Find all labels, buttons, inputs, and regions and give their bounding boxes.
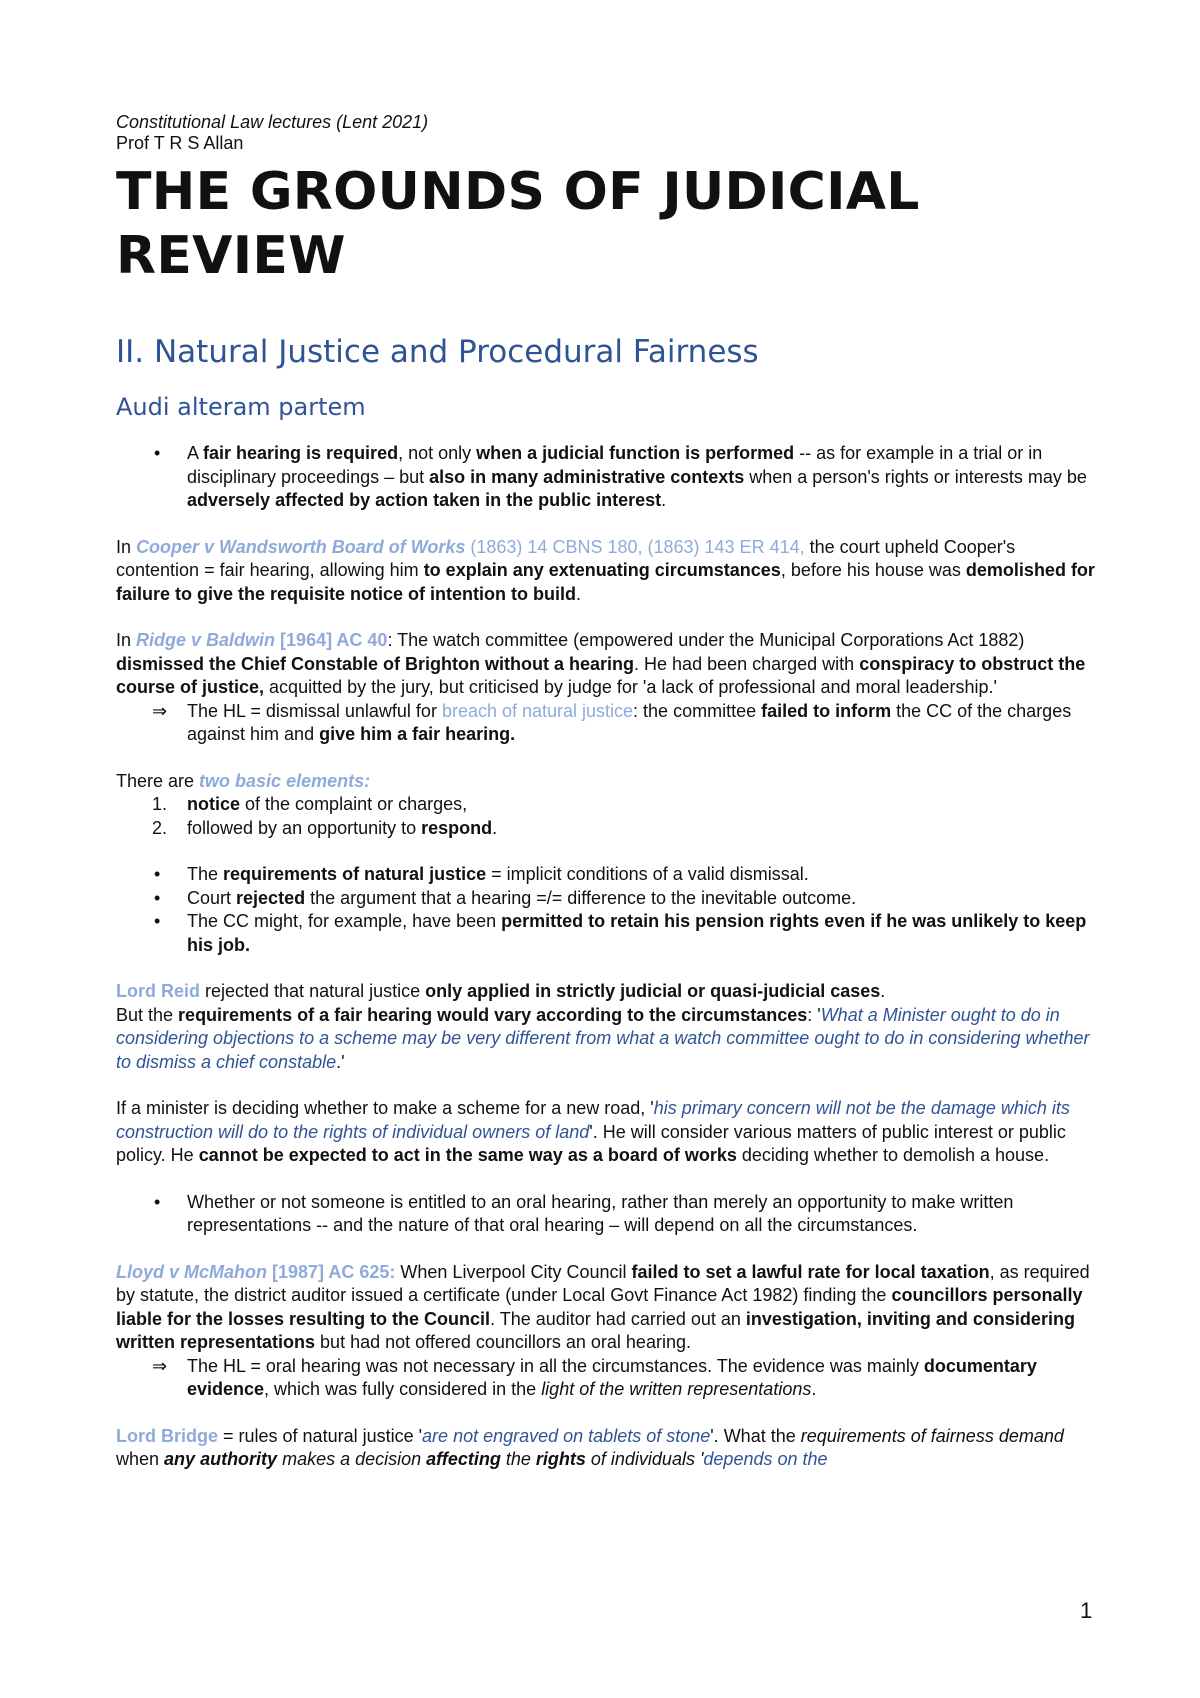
ridge-paragraph: In Ridge v Baldwin [1964] AC 40: The watch committee (empowered under the Municipal Corporations Act 1882) dismissed the Chief Constable of Brighton without a hearing. He had been charged with conspiracy to obstruct the course of justice, acquitted by the jury, but criticised by judge for 'a lack of professional and moral leadership.' <box>116 630 1086 697</box>
lloyd-arrow-list <box>116 1355 1096 1402</box>
cooper-paragraph: In Cooper v Wandsworth Board of Works (1863) 14 CBNS 180, (1863) 143 ER 414, the court upheld Cooper's contention = fair hearing, allowing him to explain any extenuating circumstances, before his house was demolished for failure to give the requisite notice of intention to build. <box>116 536 1095 604</box>
document-page <box>116 112 1096 1472</box>
list-item: • Whether or not someone is entitled to an oral hearing, rather than merely an opportunity to make written representations -- and the nature of that oral hearing – will depend on all the circumstances. <box>116 1191 1096 1238</box>
elements-list <box>116 793 1096 840</box>
oral-bullets <box>116 1191 1096 1238</box>
arrow-icon: ⇒ <box>152 1355 168 1376</box>
list-item: 2. followed by an opportunity to respond. <box>152 817 498 838</box>
arrow-icon: ⇒ <box>152 700 168 721</box>
page-title: THE GROUNDS OF JUDICIAL REVIEW <box>116 162 920 286</box>
author-line: Prof T R S Allan <box>116 133 244 153</box>
elements-intro: There are two basic elements: <box>116 770 371 791</box>
list-item: ⇒ The HL = oral hearing was not necessary in all the circumstances. The evidence was mainly documentary evidence, which was fully considered in the light of the written representations. <box>152 1355 1037 1399</box>
list-item: • The requirements of natural justice = implicit conditions of a valid dismissal. <box>116 863 1096 887</box>
reid-paragraph: Lord Reid rejected that natural justice only applied in strictly judicial or quasi-judicial cases. But the requirements of a fair hearing would vary according to the circumstances: 'What a Minister ought to do in considering objections to a scheme may be very different from what a watch committee ought to do in considering whether to dismiss a chief constable.' <box>116 981 1090 1072</box>
bridge-paragraph: Lord Bridge = rules of natural justice 'are not engraved on tablets of stone'. What the requirements of fairness demand when any authority makes a decision affecting the rights of individuals 'depends on the <box>116 1425 1064 1469</box>
minister-paragraph: If a minister is deciding whether to make a scheme for a new road, 'his primary concern will not be the damage which its construction will do to the rights of individual owners of land'. He will consider various matters of public interest or public policy. He cannot be expected to act in the same way as a board of works deciding whether to demolish a house. <box>116 1098 1070 1165</box>
list-item: • A fair hearing is required, not only when a judicial function is performed -- as for example in a trial or in disciplinary proceedings – but also in many administrative contexts when a person's rights or interests may be adversely affected by action taken in the public interest. <box>116 442 1096 513</box>
ridge-arrow-list <box>116 700 1096 747</box>
list-item: • The CC might, for example, have been permitted to retain his pension rights even if he was unlikely to keep his job. <box>116 910 1096 957</box>
subsection-heading: Audi alteram partem <box>116 393 366 421</box>
list-item: • Court rejected the argument that a hearing =/= difference to the inevitable outcome. <box>116 887 1096 911</box>
intro-bullets <box>116 442 1096 513</box>
course-line: Constitutional Law lectures (Lent 2021) <box>116 112 429 132</box>
list-item: 1. notice of the complaint or charges, <box>152 794 468 814</box>
section-heading: II. Natural Justice and Procedural Fairness <box>116 334 759 370</box>
page-number: 1 <box>1080 1598 1093 1623</box>
lloyd-paragraph: Lloyd v McMahon [1987] AC 625: When Liverpool City Council failed to set a lawful rate for local taxation, as required by statute, the district auditor issued a certificate (under Local Govt Finance Act 1982) finding the councillors personally liable for the losses resulting to the Council. The auditor had carried out an investigation, inviting and considering written representations but had not offered councillors an oral hearing. <box>116 1261 1090 1352</box>
list-item: ⇒ The HL = dismissal unlawful for breach of natural justice: the committee failed to inform the CC of the charges against him and give him a fair hearing. <box>152 700 1072 744</box>
requirements-bullets <box>116 863 1096 957</box>
header-meta <box>116 112 1096 154</box>
